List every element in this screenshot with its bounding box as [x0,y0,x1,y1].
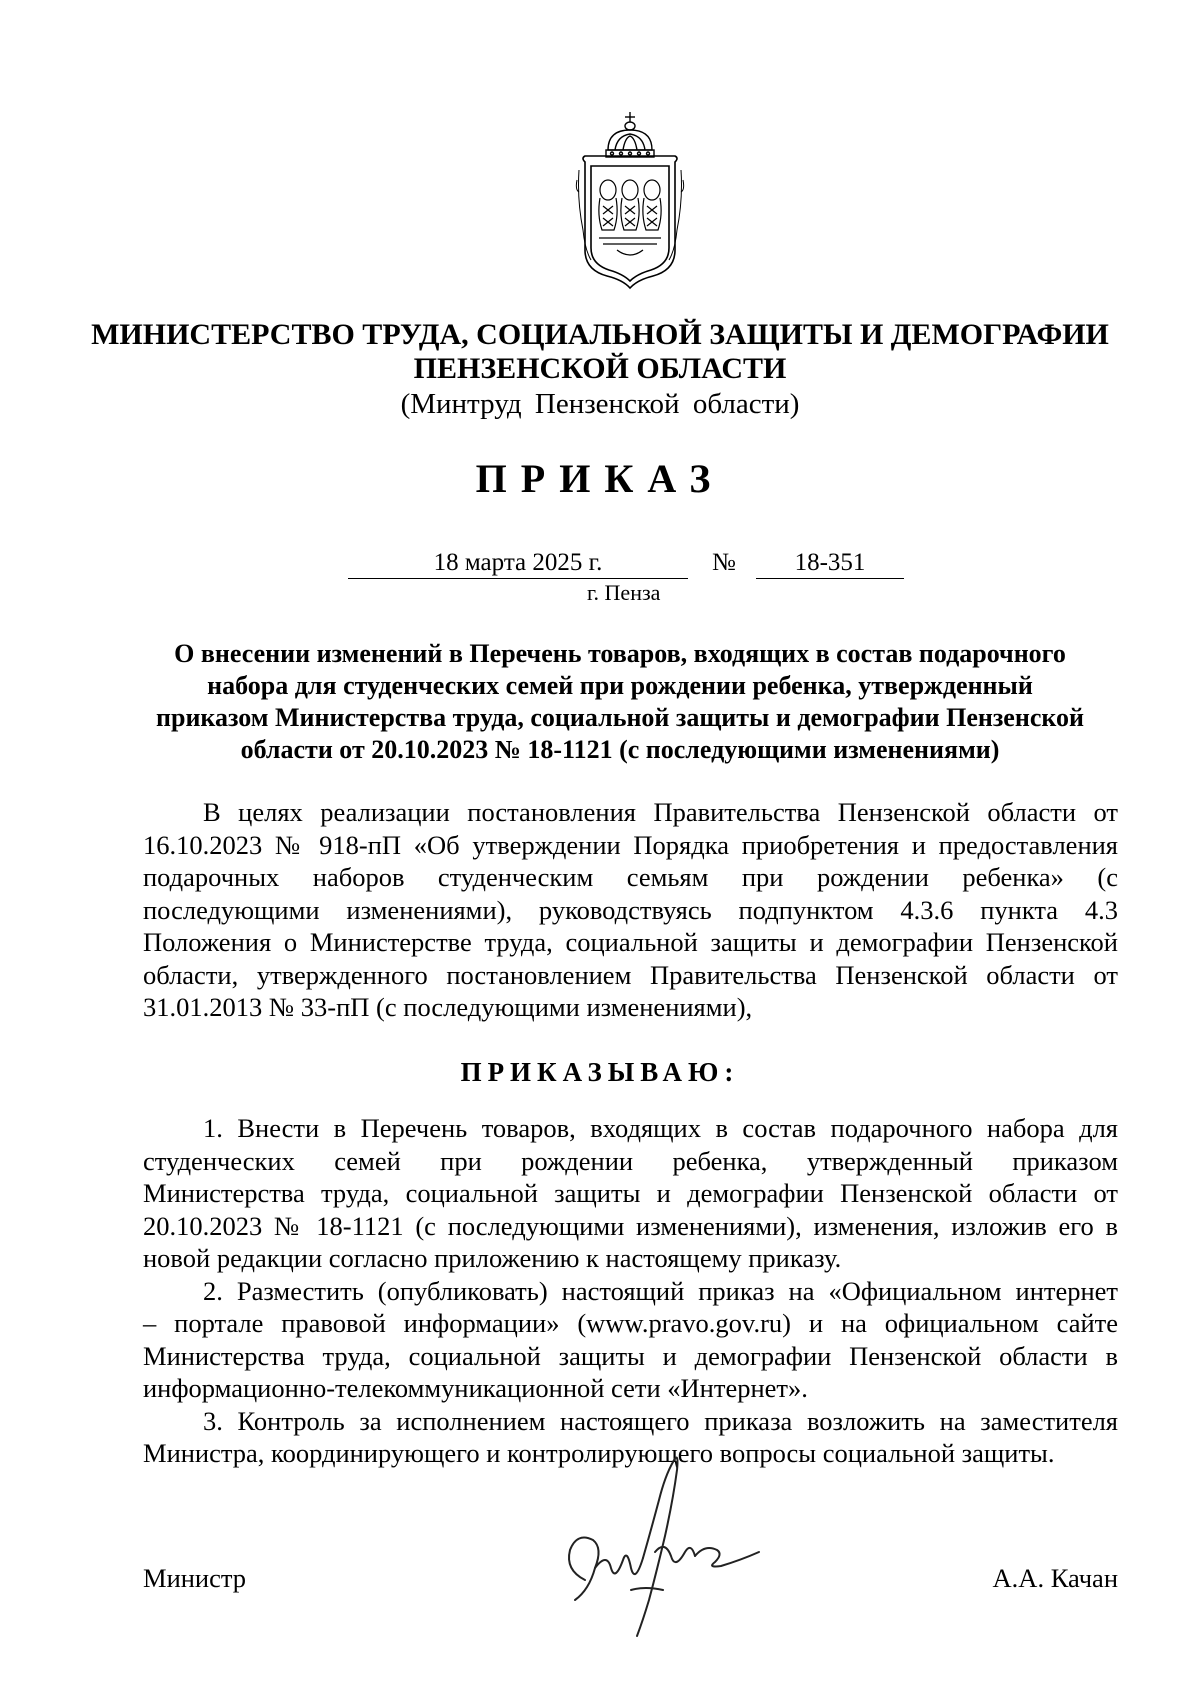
ministry-name-line1: МИНИСТЕРСТВО ТРУДА, СОЦИАЛЬНОЙ ЗАЩИТЫ И ДЕМОГРАФИИ [91,318,1109,351]
ministry-name [0,318,1200,386]
preamble-line: области, утвержденного постановлением Правительства Пензенской области от [143,959,1118,990]
order-item-1 [143,1112,1118,1275]
item-line: 20.10.2023 № 18-1121 (с последующими изменениями), изменения, изложив его в [143,1210,1118,1241]
signatory-name: А.А. Качан [992,1563,1118,1593]
preamble-line: последующими изменениями), руководствуясь подпунктом 4.3.6 пункта 4.3 [143,894,1118,925]
item-line: Министерства труда, социальной защиты и демографии Пензенской области в [143,1340,1118,1371]
order-number: 18-351 [756,548,904,579]
order-title: ПРИКАЗ [475,456,725,501]
subject-line: О внесении изменений в Перечень товаров, входящих в состав подарочного [174,639,1066,668]
item-line: 2. Разместить (опубликовать) настоящий приказ на «Официальном интернет [203,1275,1118,1306]
order-subject [140,638,1100,766]
signatory-title: Министр [143,1563,247,1593]
order-number-sign: № [712,549,736,576]
preamble-line: 31.01.2013 № 33-пП (с последующими изменениями), [143,992,753,1022]
ministry-short-name: (Минтруд Пензенской области) [400,388,800,420]
subject-line: области от 20.10.2023 № 18-1121 (с последующими изменениями) [240,735,1000,764]
preamble-line: подарочных наборов студенческим семьям при рождении ребенка» (с [143,862,1118,892]
coat-of-arms-icon [575,110,685,290]
item-line: информационно-телекоммуникационной сети «Интернет». [143,1373,808,1403]
preamble-line: 16.10.2023 № 918-пП «Об утверждении Порядка приобретения и предоставления [143,829,1118,860]
item-line: 3. Контроль за исполнением настоящего приказа возложить на заместителя [203,1405,1118,1436]
order-date: 18 марта 2025 г. [348,548,688,579]
item-line: Министерства труда, социальной защиты и демографии Пензенской области от [143,1178,1118,1208]
handwritten-signature [545,1440,775,1660]
preamble-paragraph [143,796,1118,1024]
subject-line: приказом Министерства труда, социальной защиты и демографии Пензенской [156,703,1084,732]
order-city: г. Пенза [587,580,661,605]
decree-heading: ПРИКАЗЫВАЮ: [460,1057,740,1087]
item-line: студенческих семей при рождении ребенка, утвержденный приказом [143,1145,1118,1176]
item-line: новой редакции согласно приложению к настоящему приказу. [143,1243,842,1273]
item-line: Министра, координирующего и контролирующего вопросы социальной защиты. [143,1438,1055,1468]
ministry-name-line2: ПЕНЗЕНСКОЙ ОБЛАСТИ [413,352,787,385]
subject-line: набора для студенческих семей при рождении ребенка, утвержденный [207,671,1033,700]
item-line: – портале правовой информации» (www.pravo.gov.ru) и на официальном сайте [143,1308,1118,1338]
preamble-line: В целях реализации постановления Правительства Пензенской области от [203,797,1118,827]
item-line: 1. Внести в Перечень товаров, входящих в состав подарочного набора для [203,1113,1118,1143]
preamble-line: Положения о Министерстве труда, социальной защиты и демографии Пензенской [143,927,1118,957]
order-items [143,1112,1118,1470]
order-item-2 [143,1275,1118,1405]
